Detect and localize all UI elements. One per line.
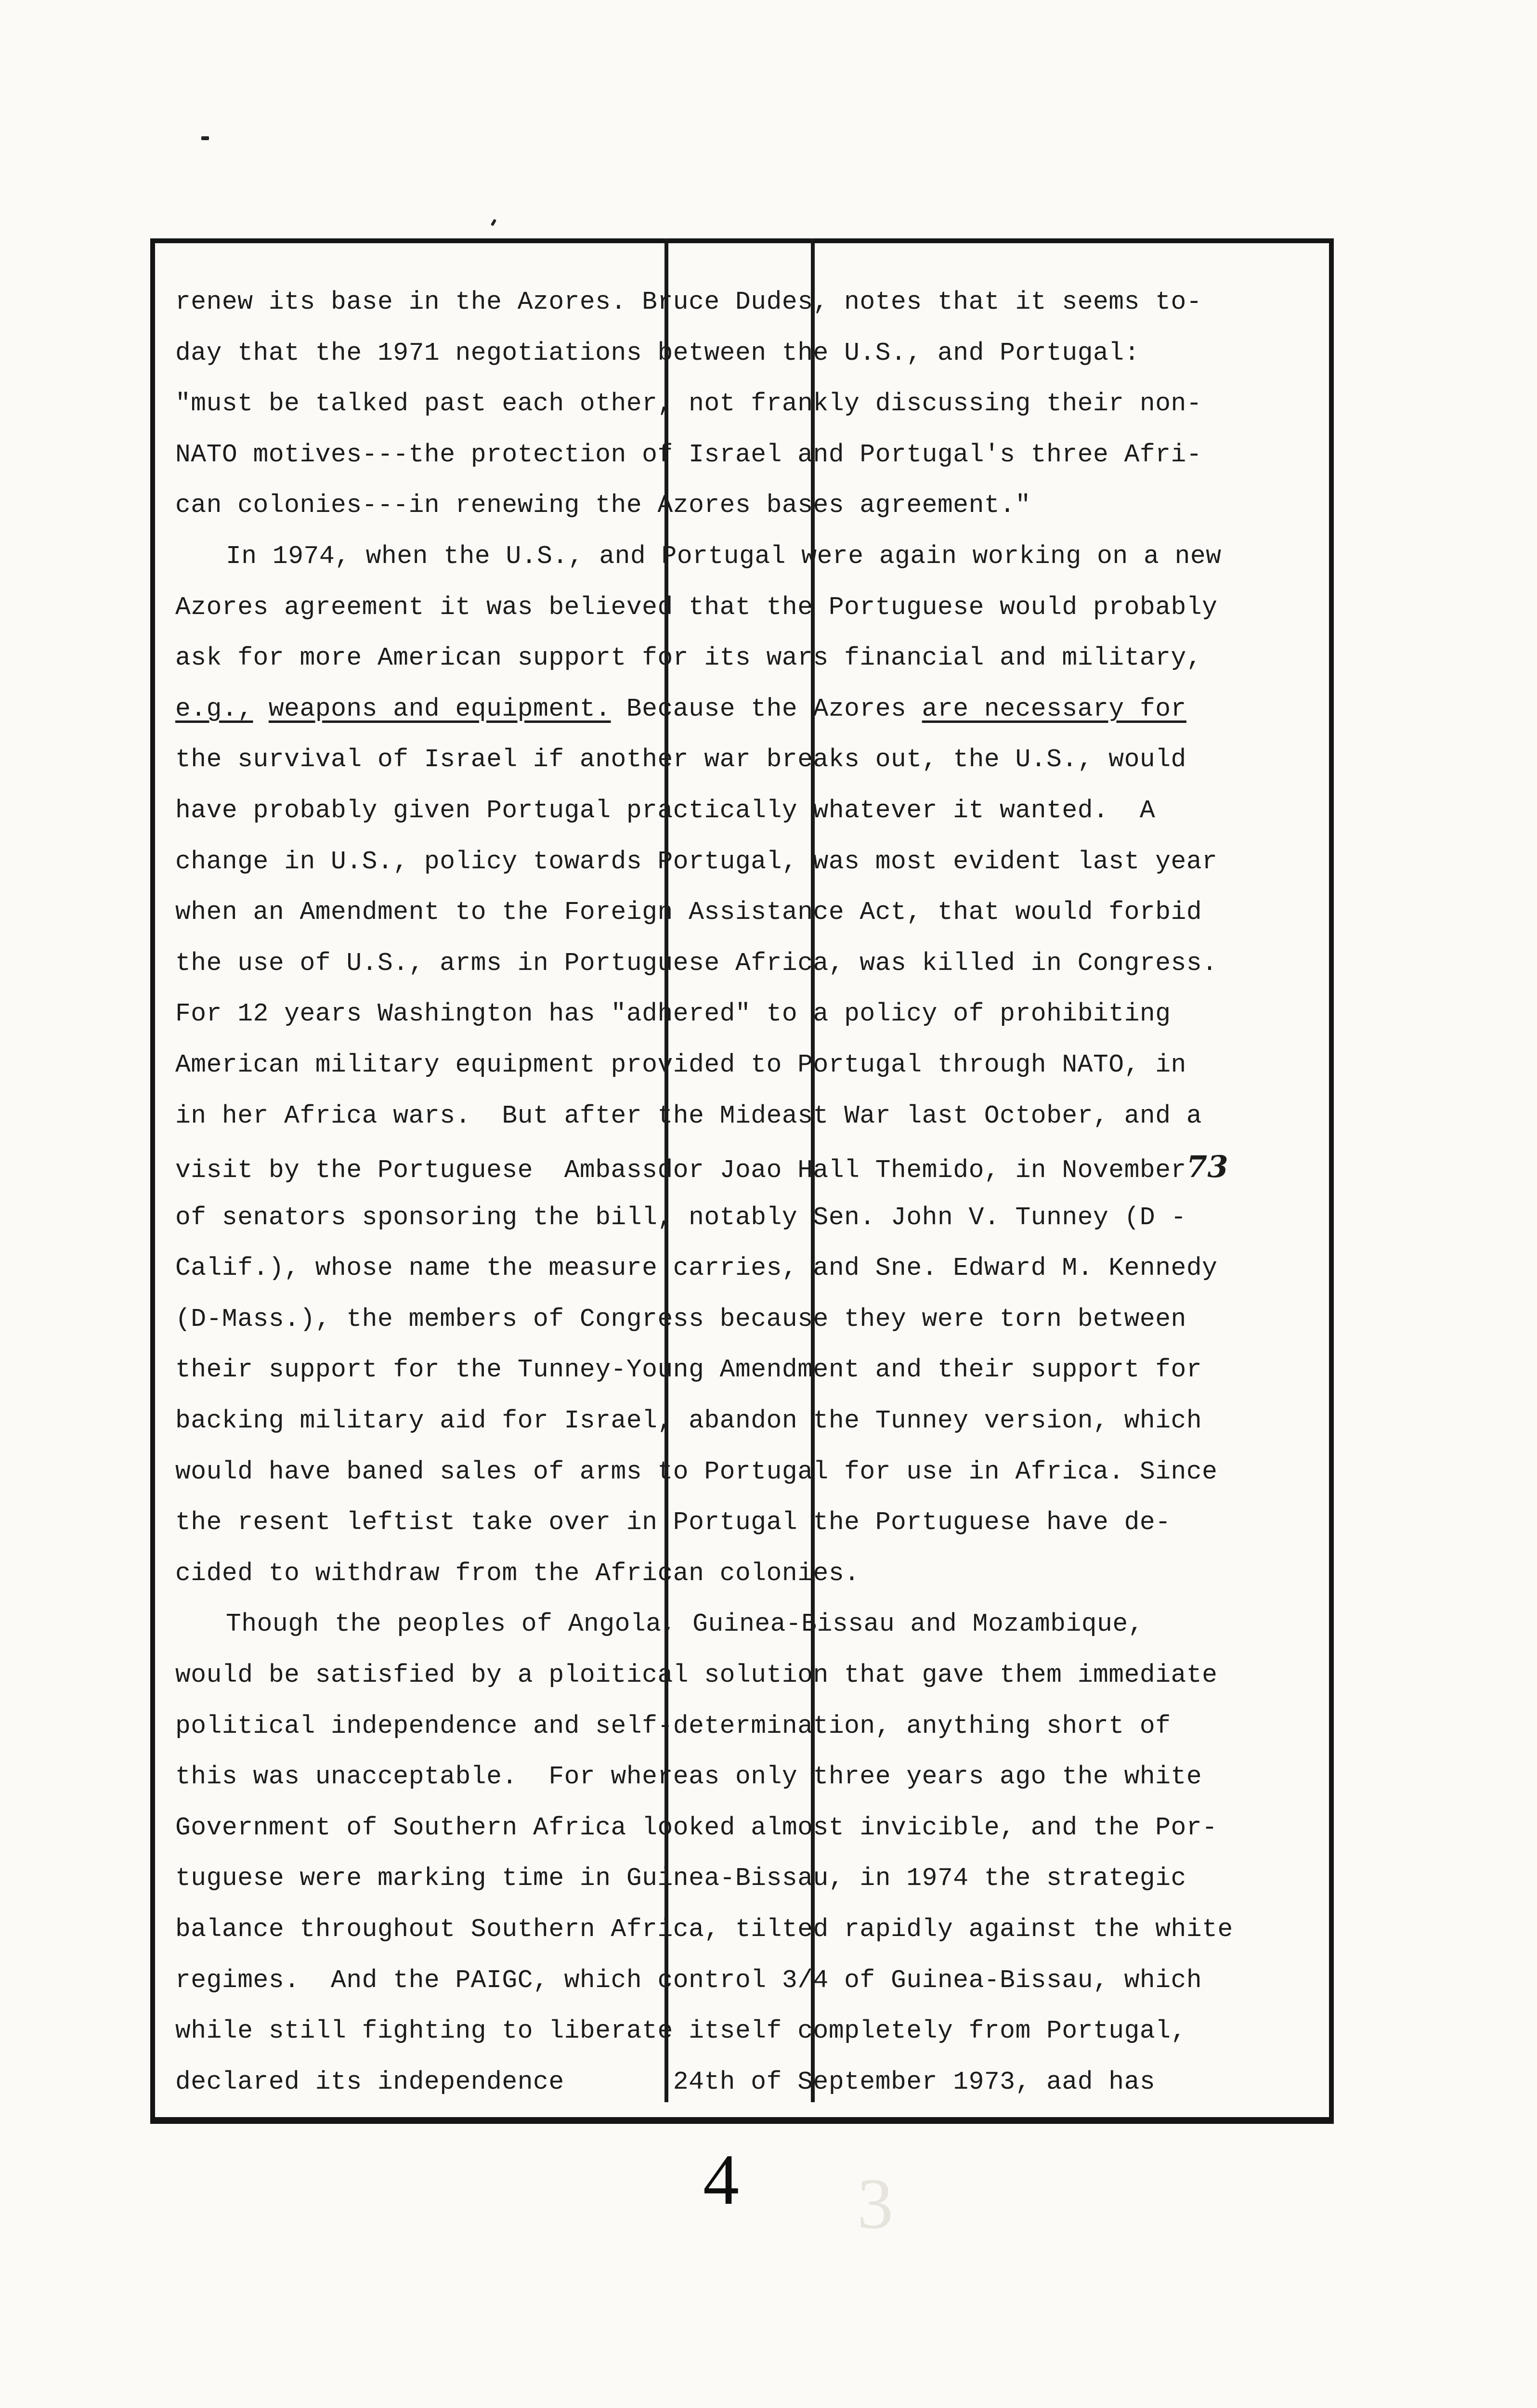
- text-line: would have baned sales of arms to Portugal for use in Africa. Since: [175, 1457, 1218, 1486]
- scan-speck: [201, 136, 209, 140]
- text-line: American military equipment provided to Portugal through NATO, in: [175, 1050, 1186, 1079]
- text-line: NATO motives---the protection of Israel and Portugal's three Afri-: [175, 440, 1202, 469]
- text-line: while still fighting to liberate itself completely from Portugal,: [175, 2016, 1186, 2046]
- text-line: In 1974, when the U.S., and Portugal were again working on a new: [226, 541, 1222, 571]
- underlined-phrase: weapons and equipment.: [268, 694, 611, 723]
- text-line: Though the peoples of Angola, Guinea-Bissau and Mozambique,: [226, 1610, 1144, 1639]
- text-line: the resent leftist take over in Portugal the Portuguese have de-: [175, 1508, 1171, 1537]
- underlined-phrase: are necessary for: [922, 694, 1186, 723]
- text-line: cided to withdraw from the African colonies.: [175, 1558, 860, 1588]
- text-line: the use of U.S., arms in Portuguese Africa, was killed in Congress.: [175, 948, 1218, 978]
- text-line: day that the 1971 negotiations between the U.S., and Portugal:: [175, 338, 1140, 367]
- text-line: this was unacceptable. For whereas only three years ago the white: [175, 1762, 1202, 1792]
- underlined-phrase: e.g.,: [175, 694, 253, 723]
- handwritten-annotation: 73: [1186, 1149, 1229, 1185]
- text-line: regimes. And the PAIGC, which control 3/4 of Guinea-Bissau, which: [175, 1965, 1202, 1995]
- bleed-through-page-number: 3: [857, 2164, 893, 2244]
- text-line: change in U.S., policy towards Portugal, was most evident last year: [175, 847, 1218, 876]
- typed-text-body: [175, 277, 1326, 2107]
- text-line: their support for the Tunney-Young Amendment and their support for: [175, 1355, 1202, 1385]
- text-line: when an Amendment to the Foreign Assistance Act, that would forbid: [175, 898, 1202, 927]
- text-line: Calif.), whose name the measure carries, and Sne. Edward M. Kennedy: [175, 1254, 1218, 1283]
- text-line: (D-Mass.), the members of Congress because they were torn between: [175, 1304, 1186, 1334]
- text-line: declared its independence 24th of September 1973, aad has: [175, 2067, 1156, 2096]
- text-line-with-underlines: e.g., weapons and equipment. Because the Azores are necessary for: [175, 694, 1186, 723]
- text-line: political independence and self-determination, anything short of: [175, 1711, 1171, 1741]
- text-line-with-annotation: visit by the Portuguese Ambassdor Joao Hall Themido, in November73: [175, 1149, 1229, 1185]
- text-line: ask for more American support for its wars financial and military,: [175, 643, 1202, 673]
- text-line: backing military aid for Israel, abandon the Tunney version, which: [175, 1406, 1202, 1436]
- text-line: renew its base in the Azores. Bruce Dudes, notes that it seems to-: [175, 288, 1202, 316]
- text-line: the survival of Israel if another war breaks out, the U.S., would: [175, 745, 1186, 774]
- text-line: tuguese were marking time in Guinea-Bissau, in 1974 the strategic: [175, 1864, 1186, 1893]
- text-line: "must be talked past each other, not frankly discussing their non-: [175, 389, 1202, 419]
- text-line: have probably given Portugal practically whatever it wanted. A: [175, 796, 1156, 825]
- text-line: in her Africa wars. But after the Mideast War last October, and a: [175, 1101, 1202, 1130]
- text-line: can colonies---in renewing the Azores bases agreement.": [175, 491, 1031, 520]
- text-line: balance throughout Southern Africa, tilted rapidly against the white: [175, 1915, 1233, 1944]
- text-line: would be satisfied by a ploitical solution that gave them immediate: [175, 1661, 1218, 1690]
- text-line: Government of Southern Africa looked almost invicible, and the Por-: [175, 1813, 1218, 1842]
- scan-speck: [491, 219, 496, 226]
- page-number: 4: [703, 2140, 739, 2220]
- text-line: Azores agreement it was believed that the Portuguese would probably: [175, 592, 1218, 622]
- text-line: of senators sponsoring the bill, notably Sen. John V. Tunney (D -: [175, 1203, 1186, 1232]
- text-line: For 12 years Washington has "adhered" to a policy of prohibiting: [175, 999, 1171, 1029]
